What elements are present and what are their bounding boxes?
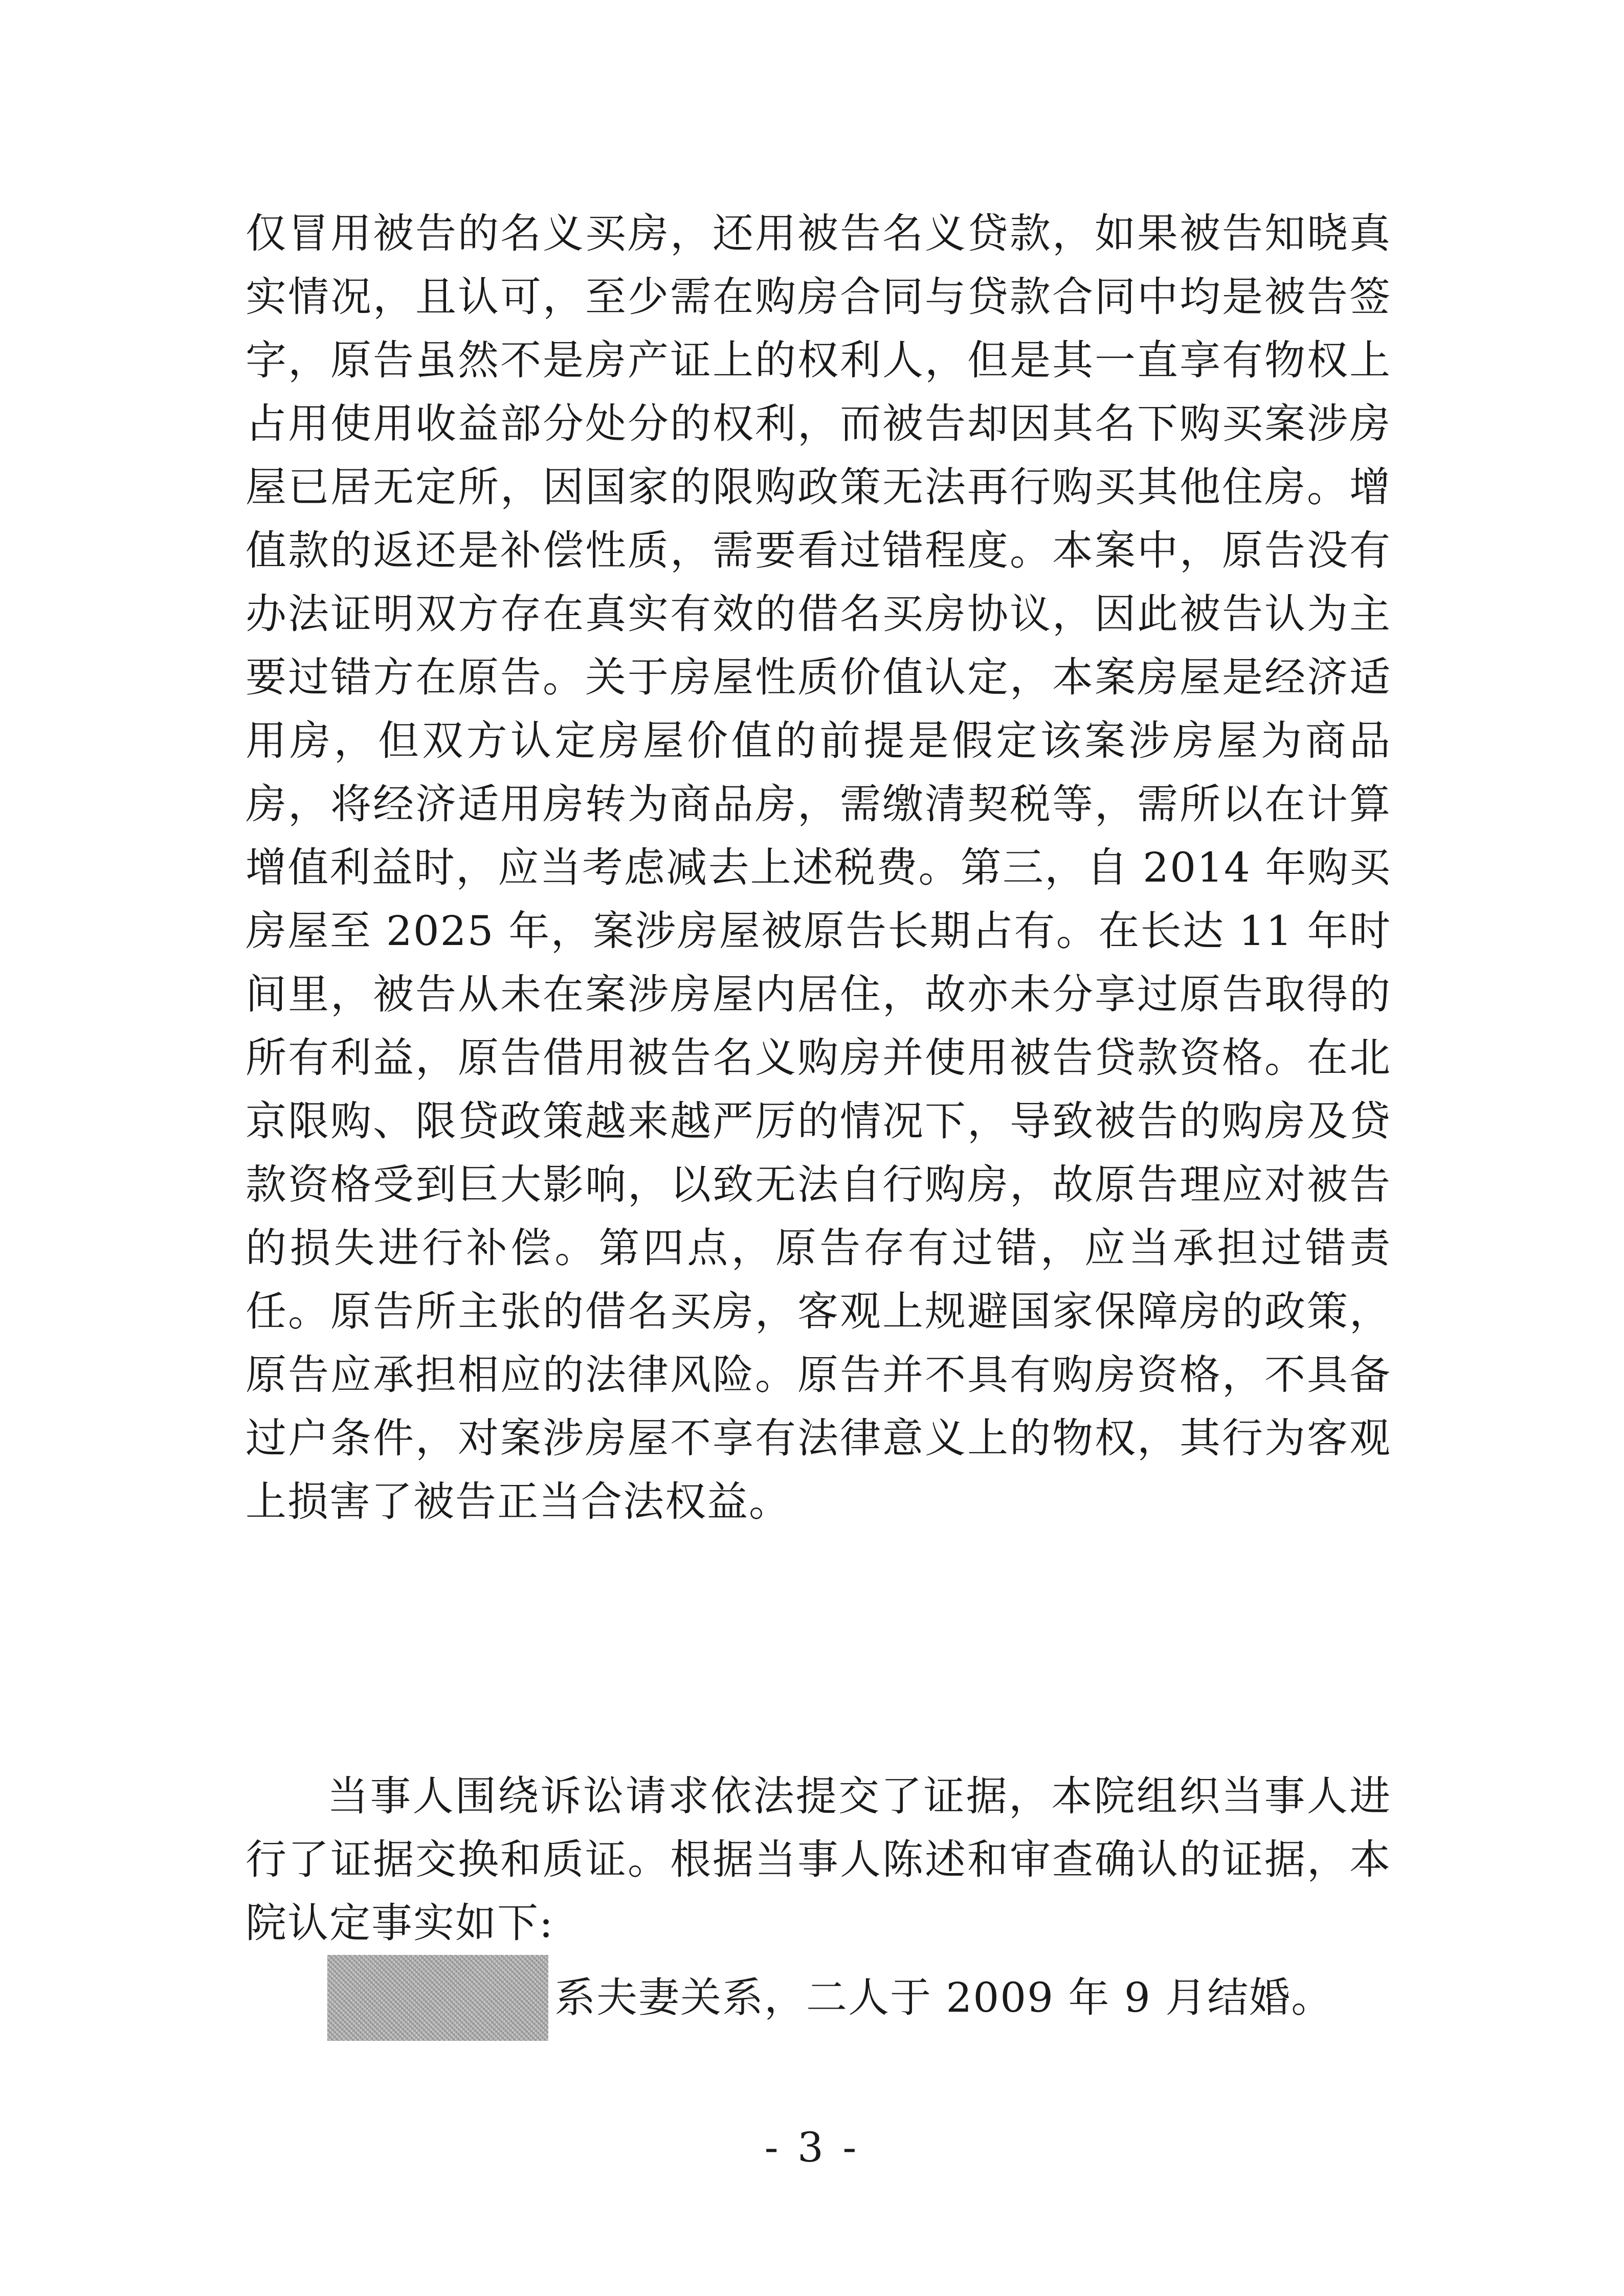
facts-text: 系夫妻关系，二人于 2009 年 9 月结婚。	[554, 1974, 1333, 2021]
body-paragraph-evidence: 当事人围绕诉讼请求依法提交了证据，本院组织当事人进行了证据交换和质证。根据当事人陈述和审查确认的证据，本院认定事实如下:	[246, 1772, 1391, 1947]
body-paragraph-continued: 仅冒用被告的名义买房，还用被告名义贷款，如果被告知晓真实情况，且认可，至少需在购房合同与贷款合同中均是被告签字，原告虽然不是房产证上的权利人，但是其一直享有物权上占用使用收益部分处分的权利，而被告却因其名下购买案涉房屋已居无定所，因国家的限购政策无法再行购买其他住房。增值款的返还是补偿性质，需要看过错程度。本案中，原告没有办法证明双方存在真实有效的借名买房协议，因此被告认为主要过错方在原告。关于房屋性质价值认定，本案房屋是经济适用房，但双方认定房屋价值的前提是假定该案涉房屋为商品房，将经济适用房转为商品房，需缴清契税等，需所以在计算增值利益时，应当考虑减去上述税费。第三，自 2014 年购买房屋至 2025 年，案涉房屋被原告长期占有。在长达 11 年时间里，被告从未在案涉房屋内居住，故亦未分享过原告取得的所有利益，原告借用被告名义购房并使用被告贷款资格。在北京限购、限贷政策越来越严厉的情况下，导致被告的购房及贷款资格受到巨大影响，以致无法自行购房，故原告理应对被告的损失进行补偿。第四点，原告存有过错，应当承担过错责任。原告所主张的借名买房，客观上规避国家保障房的政策，原告应承担相应的法律风险。原告并不具有购房资格，不具备过户条件，对案涉房屋不享有法律意义上的物权，其行为客观上损害了被告正当合法权益。	[246, 210, 1391, 1525]
body-paragraph-facts	[327, 1955, 1391, 2041]
page-number: - 3 -	[764, 2124, 860, 2171]
redacted-names-block	[327, 1955, 548, 2041]
